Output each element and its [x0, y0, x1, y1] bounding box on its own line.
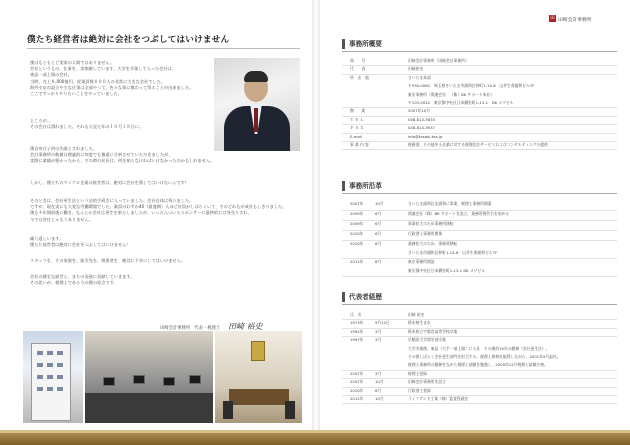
left-page: [0, 0, 312, 430]
text-line: 実際に業績が悪かったから、その時の社長は、何を知らなければいけなかったのかもしれません。: [30, 158, 215, 164]
text-line: 僕自身は子供の失敗とされました。: [30, 146, 98, 151]
table-row: 東京事務所（関連会社：（株）BK サポート本社）: [408, 91, 495, 97]
office-interior-photo: [85, 331, 213, 423]
table-row: 氏 名 田崎 裕史: [342, 312, 617, 320]
page-title: 僕たち経営者は絶対に会社をつぶしてはいけません: [27, 35, 230, 45]
title-divider: [27, 48, 300, 49]
paragraph-6: [30, 236, 300, 248]
paragraph-2: [30, 118, 210, 130]
text-line: 東証一部上場の会社。: [30, 72, 72, 78]
page-gutter: [312, 0, 320, 430]
text-line: 会社というもの、仕事を、実体験しています。大学を卒業して入った会社は、: [30, 66, 177, 72]
table-row: 所 在 地 さいたま本部: [350, 74, 431, 80]
text-line: スタッフを、その家族を、取引先を、関係者を、絶対に不幸にしてはいけません。: [30, 258, 186, 263]
table-row: 2007年 10月 さいたま浦和区北浦和に事業、税理士事務所開業: [342, 201, 617, 211]
table-row: 2012年 8月 東京事務所開設: [350, 259, 435, 264]
section-title: 事務所沿革: [349, 182, 382, 190]
text-line: 海外支店の設立や主な仕事は全部やって、色々な事に携わって得ることが出来ました。: [30, 84, 194, 90]
paragraph-7: [30, 258, 300, 264]
firm-logo: 田崎会計事務所: [558, 18, 592, 23]
section-header-profile: [342, 292, 617, 302]
table-row: 〒330-0062 埼玉県さいたま市浦和区仲町1-14-8 山井生命浦和ビル7F: [408, 83, 535, 89]
table-row: 2007年 10月 田崎会計事務所を設立: [342, 379, 617, 387]
table-row: 東京都中央区日本橋室町1-13-1 DK メゾビル: [342, 268, 617, 278]
table-row: 2010年 8月 業務拡大のため、事務所移転: [350, 241, 458, 246]
gold-footer-band: [0, 430, 630, 445]
paragraph-5: [30, 198, 300, 223]
text-line: 僕も４年間前後に働き、なんとか会社は更生を果たしましたが、いったんついたスポンサーに最終的には身売りされ、: [30, 210, 252, 216]
history-table: [342, 201, 617, 277]
table-row: 2010年 6月 行政書士事務所開業: [342, 231, 617, 241]
right-page: [320, 0, 630, 430]
text-line: 繰り返しいます。: [30, 236, 64, 241]
section-title: 事務所概要: [349, 40, 382, 48]
table-row: 大学卒業後、東証（大手一部上場）に入社 その後約10年の勤務（会社更生法）。: [408, 345, 550, 351]
table-row: 2007年 3月 税理士登録: [342, 371, 617, 379]
text-line: ですが、現在実にも大変な労働環境でした。業員のわずか40（最盛期）人ほど社員がしばらくいて、そのどれもが成長もしきりました。: [30, 204, 287, 210]
table-row: Ｆ Ａ Ｘ 048-814-3637: [342, 125, 617, 133]
paragraph-3: [30, 146, 215, 165]
table-row: 1992年 3月 栃木県立宇都宮高等学校卒業: [342, 329, 617, 337]
text-line: 当時、売上８,000億円、従業員数８００人の非常に大きな会社でした。: [30, 78, 165, 84]
office-building-photo: [23, 331, 83, 423]
signature-name: 田崎 裕史: [228, 322, 263, 331]
table-row: E-mail info@tasaki-tax.jp: [342, 134, 617, 142]
text-line: ところが…: [30, 118, 51, 123]
table-row: 税理士事務所の勤務をながら税理士試験を勉強し、2005年12月税理士試験合格。: [342, 362, 617, 370]
text-line: 会社の健全な経営と、まちの発展に貢献していきます。: [30, 274, 135, 279]
table-row: 事 業 内 容 税務書、その他中小企業に対する税理会計サービスおよびコンサルティングの提供: [342, 142, 617, 150]
table-row: 代 表 田崎裕史: [342, 66, 617, 74]
table-row: 2010年 6月 行政書士登録: [342, 388, 617, 396]
section-title: 代表者経歴: [349, 293, 382, 301]
table-row: Ｔ Ｅ Ｌ 048-814-3635: [342, 117, 617, 125]
logo-mark-icon: 田: [550, 16, 555, 21]
table-row: 2009年 6月 関連会社（株）BK サポートを設立、業務管理代行を始める: [342, 211, 617, 221]
paragraph-4: [30, 180, 300, 186]
text-line: その会社は潰れました。それも大見た年の１０月１８日に。: [30, 124, 144, 130]
table-row: 2012年 10月 ライフアンド工業（株）監査役就任: [342, 396, 617, 404]
text-line: 僕はもともとど実家の人間ではありません。: [30, 60, 115, 65]
table-row: 1997年 3月 早稲田大学商学部卒業: [350, 337, 446, 343]
paragraph-8: [30, 274, 300, 286]
section-header-history: [342, 181, 617, 191]
table-row: 1973年 9月12日 栃木県生まれ: [342, 320, 617, 328]
signature-role: 田崎会計事務所 代表・税理士: [160, 326, 221, 331]
overview-table: [342, 58, 617, 150]
section-header-overview: [342, 39, 617, 49]
table-row: 〒103-0022 東京都中央区日本橋室町1-13-1 DK メゾビル: [342, 100, 617, 108]
text-line: 会計事務所の数値は理論的に何度でも慎重に分析させていただきましたが、: [30, 152, 173, 158]
text-line: そのときは、会社更生法という法的手続きに入っていました。会社自体は残りました。: [30, 198, 194, 203]
table-row: さいたま市浦和区仲町1-14-8 山井生命浦和ビル7F: [342, 250, 617, 260]
profile-table: [342, 312, 617, 404]
table-row: その後しばらく会社更生部門を担当する。税理士資格を取得しながら、2001年5月退社。: [408, 353, 561, 359]
table-row: 2009年 6月 事業拡大のため事務所移転: [342, 221, 617, 231]
paragraph-1: [30, 60, 210, 97]
text-line: ここですっかりやりたいことをやっていました。: [30, 91, 122, 97]
representative-portrait-photo: [214, 58, 300, 151]
meeting-room-photo: [215, 331, 302, 423]
text-line: 僕たち経営者は絶対に会社をつぶしてはいけません！: [30, 242, 131, 248]
text-line: 今では会社じゃもうありません。: [30, 216, 94, 222]
table-row: 創 業 2007年10月: [342, 108, 617, 116]
text-line: しかし、僕たちのマイクロ企業の経営者は、絶対に会社を潰してはいけないんです！: [30, 180, 189, 185]
table-row: 商 号 田崎会計事務所（田崎会計事務所）: [342, 58, 617, 66]
text-line: その思いが、税理士である今の僕の原点です。: [30, 280, 118, 286]
